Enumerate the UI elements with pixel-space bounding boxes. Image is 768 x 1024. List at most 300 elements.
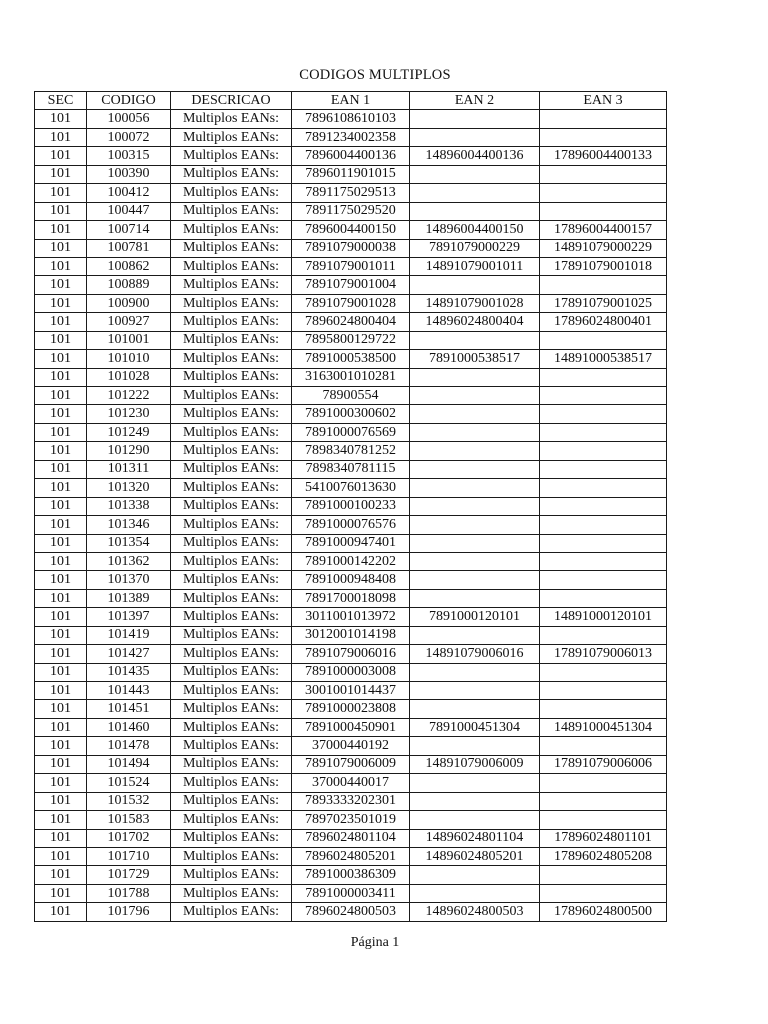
cell-codigo: 100072 — [87, 128, 171, 146]
cell-ean-2 — [410, 110, 540, 128]
cell-codigo: 101494 — [87, 755, 171, 773]
cell-ean-3 — [540, 460, 667, 478]
cell-ean-2 — [410, 165, 540, 183]
cell-codigo: 101710 — [87, 847, 171, 865]
cell-descricao: Multiplos EANs: — [171, 866, 292, 884]
cell-ean-1: 7891079006016 — [292, 645, 410, 663]
cell-ean-1: 7896024801104 — [292, 829, 410, 847]
cell-sec: 101 — [35, 221, 87, 239]
cell-ean-2 — [410, 737, 540, 755]
table-row — [35, 884, 667, 902]
cell-ean-2: 7891000538517 — [410, 350, 540, 368]
cell-codigo: 101478 — [87, 737, 171, 755]
cell-ean-1: 7896011901015 — [292, 165, 410, 183]
cell-ean-2: 7891000120101 — [410, 608, 540, 626]
cell-ean-3 — [540, 184, 667, 202]
cell-ean-2: 14896024800503 — [410, 903, 540, 921]
cell-ean-2 — [410, 866, 540, 884]
cell-sec: 101 — [35, 368, 87, 386]
cell-ean-2 — [410, 534, 540, 552]
cell-ean-3 — [540, 405, 667, 423]
table-row — [35, 387, 667, 405]
cell-ean-1: 7891175029513 — [292, 184, 410, 202]
cell-sec: 101 — [35, 350, 87, 368]
cell-ean-3: 14891000120101 — [540, 608, 667, 626]
cell-ean-2: 14891079001028 — [410, 294, 540, 312]
cell-ean-3: 17891079006013 — [540, 645, 667, 663]
cell-descricao: Multiplos EANs: — [171, 294, 292, 312]
cell-codigo: 100447 — [87, 202, 171, 220]
cell-descricao: Multiplos EANs: — [171, 645, 292, 663]
cell-ean-1: 7891000003411 — [292, 884, 410, 902]
cell-sec: 101 — [35, 479, 87, 497]
cell-sec: 101 — [35, 423, 87, 441]
table-row — [35, 294, 667, 312]
cell-descricao: Multiplos EANs: — [171, 663, 292, 681]
cell-ean-1: 7891079001028 — [292, 294, 410, 312]
cell-descricao: Multiplos EANs: — [171, 423, 292, 441]
cell-ean-1: 7891079001011 — [292, 257, 410, 275]
cell-ean-3 — [540, 792, 667, 810]
cell-ean-3: 17891079006006 — [540, 755, 667, 773]
cell-ean-3: 17896024800401 — [540, 313, 667, 331]
cell-descricao: Multiplos EANs: — [171, 239, 292, 257]
cell-sec: 101 — [35, 626, 87, 644]
cell-descricao: Multiplos EANs: — [171, 811, 292, 829]
cell-ean-1: 7891079006009 — [292, 755, 410, 773]
cell-sec: 101 — [35, 718, 87, 736]
cell-ean-3 — [540, 368, 667, 386]
cell-sec: 101 — [35, 165, 87, 183]
cell-sec: 101 — [35, 700, 87, 718]
cell-ean-3 — [540, 276, 667, 294]
column-header-codigo: CODIGO — [87, 92, 171, 110]
table-row — [35, 423, 667, 441]
table-row — [35, 792, 667, 810]
cell-ean-3: 17896024800500 — [540, 903, 667, 921]
cell-sec: 101 — [35, 866, 87, 884]
cell-ean-3 — [540, 663, 667, 681]
cell-codigo: 101702 — [87, 829, 171, 847]
cell-descricao: Multiplos EANs: — [171, 442, 292, 460]
cell-codigo: 101010 — [87, 350, 171, 368]
cell-ean-1: 7891000023808 — [292, 700, 410, 718]
cell-descricao: Multiplos EANs: — [171, 718, 292, 736]
table-row — [35, 626, 667, 644]
cell-descricao: Multiplos EANs: — [171, 571, 292, 589]
cell-descricao: Multiplos EANs: — [171, 903, 292, 921]
cell-codigo: 101397 — [87, 608, 171, 626]
cell-descricao: Multiplos EANs: — [171, 110, 292, 128]
table-row — [35, 608, 667, 626]
cell-ean-2 — [410, 792, 540, 810]
cell-descricao: Multiplos EANs: — [171, 847, 292, 865]
cell-sec: 101 — [35, 682, 87, 700]
table-row — [35, 663, 667, 681]
cell-ean-3 — [540, 331, 667, 349]
cell-ean-1: 7896024800404 — [292, 313, 410, 331]
table-row — [35, 534, 667, 552]
cell-ean-3 — [540, 866, 667, 884]
cell-ean-3: 14891079000229 — [540, 239, 667, 257]
table-row — [35, 682, 667, 700]
cell-ean-3 — [540, 811, 667, 829]
cell-sec: 101 — [35, 811, 87, 829]
cell-codigo: 101338 — [87, 497, 171, 515]
cell-sec: 101 — [35, 276, 87, 294]
cell-codigo: 100315 — [87, 147, 171, 165]
cell-ean-3 — [540, 700, 667, 718]
cell-ean-2 — [410, 460, 540, 478]
table-row — [35, 811, 667, 829]
cell-ean-1: 37000440017 — [292, 774, 410, 792]
cell-codigo: 101427 — [87, 645, 171, 663]
cell-ean-1: 7891000076569 — [292, 423, 410, 441]
cell-ean-3 — [540, 442, 667, 460]
cell-sec: 101 — [35, 571, 87, 589]
cell-sec: 101 — [35, 313, 87, 331]
cell-ean-1: 3011001013972 — [292, 608, 410, 626]
cell-ean-3: 17896004400133 — [540, 147, 667, 165]
cell-ean-2 — [410, 571, 540, 589]
cell-sec: 101 — [35, 755, 87, 773]
cell-ean-2 — [410, 387, 540, 405]
table-row — [35, 755, 667, 773]
table-row — [35, 866, 667, 884]
table-row — [35, 516, 667, 534]
cell-ean-3 — [540, 128, 667, 146]
cell-ean-1: 7891000142202 — [292, 552, 410, 570]
cell-codigo: 101222 — [87, 387, 171, 405]
column-header-ean-1: EAN 1 — [292, 92, 410, 110]
column-header-descricao: DESCRICAO — [171, 92, 292, 110]
cell-descricao: Multiplos EANs: — [171, 276, 292, 294]
cell-codigo: 101460 — [87, 718, 171, 736]
cell-codigo: 101532 — [87, 792, 171, 810]
cell-ean-1: 7896024800503 — [292, 903, 410, 921]
cell-ean-1: 7895800129722 — [292, 331, 410, 349]
table-row — [35, 147, 667, 165]
table-row — [35, 110, 667, 128]
cell-ean-3 — [540, 884, 667, 902]
table-row — [35, 479, 667, 497]
cell-ean-1: 7891000100233 — [292, 497, 410, 515]
cell-codigo: 101788 — [87, 884, 171, 902]
cell-ean-2 — [410, 811, 540, 829]
cell-ean-2 — [410, 442, 540, 460]
cell-codigo: 100927 — [87, 313, 171, 331]
cell-ean-3 — [540, 589, 667, 607]
table-row — [35, 313, 667, 331]
cell-sec: 101 — [35, 829, 87, 847]
cell-descricao: Multiplos EANs: — [171, 737, 292, 755]
cell-descricao: Multiplos EANs: — [171, 884, 292, 902]
column-header-ean-3: EAN 3 — [540, 92, 667, 110]
table-row — [35, 128, 667, 146]
cell-codigo: 101583 — [87, 811, 171, 829]
cell-ean-3: 14891000451304 — [540, 718, 667, 736]
cell-descricao: Multiplos EANs: — [171, 626, 292, 644]
cell-ean-1: 7891000300602 — [292, 405, 410, 423]
cell-descricao: Multiplos EANs: — [171, 221, 292, 239]
cell-ean-3 — [540, 774, 667, 792]
cell-descricao: Multiplos EANs: — [171, 589, 292, 607]
cell-codigo: 101362 — [87, 552, 171, 570]
cell-ean-2: 14891079001011 — [410, 257, 540, 275]
cell-codigo: 101320 — [87, 479, 171, 497]
cell-ean-3 — [540, 202, 667, 220]
cell-ean-2 — [410, 423, 540, 441]
cell-ean-1: 7897023501019 — [292, 811, 410, 829]
cell-sec: 101 — [35, 663, 87, 681]
cell-ean-1: 7891000947401 — [292, 534, 410, 552]
cell-sec: 101 — [35, 110, 87, 128]
cell-ean-3: 17891079001018 — [540, 257, 667, 275]
cell-sec: 101 — [35, 774, 87, 792]
cell-ean-1: 7891000538500 — [292, 350, 410, 368]
cell-descricao: Multiplos EANs: — [171, 128, 292, 146]
cell-descricao: Multiplos EANs: — [171, 350, 292, 368]
column-header-ean-2: EAN 2 — [410, 92, 540, 110]
cell-descricao: Multiplos EANs: — [171, 552, 292, 570]
cell-sec: 101 — [35, 608, 87, 626]
table-row — [35, 368, 667, 386]
cell-codigo: 101443 — [87, 682, 171, 700]
table-row — [35, 737, 667, 755]
cell-ean-2: 7891079000229 — [410, 239, 540, 257]
cell-descricao: Multiplos EANs: — [171, 774, 292, 792]
cell-sec: 101 — [35, 552, 87, 570]
table-row — [35, 202, 667, 220]
cell-codigo: 100889 — [87, 276, 171, 294]
page-title: CODIGOS MULTIPLOS — [299, 67, 451, 83]
cell-sec: 101 — [35, 257, 87, 275]
cell-sec: 101 — [35, 128, 87, 146]
table-header-row — [35, 92, 667, 110]
cell-codigo: 101311 — [87, 460, 171, 478]
cell-descricao: Multiplos EANs: — [171, 700, 292, 718]
table-row — [35, 460, 667, 478]
cell-ean-3 — [540, 387, 667, 405]
cell-ean-2: 7891000451304 — [410, 718, 540, 736]
cell-ean-3 — [540, 110, 667, 128]
cell-sec: 101 — [35, 589, 87, 607]
cell-codigo: 100412 — [87, 184, 171, 202]
cell-sec: 101 — [35, 202, 87, 220]
cell-ean-3 — [540, 626, 667, 644]
table-row — [35, 405, 667, 423]
cell-ean-2 — [410, 516, 540, 534]
cell-descricao: Multiplos EANs: — [171, 792, 292, 810]
cell-ean-1: 7896004400150 — [292, 221, 410, 239]
table-row — [35, 184, 667, 202]
cell-ean-1: 7891175029520 — [292, 202, 410, 220]
cell-sec: 101 — [35, 792, 87, 810]
cell-ean-2: 14896024805201 — [410, 847, 540, 865]
cell-ean-2: 14896024800404 — [410, 313, 540, 331]
cell-descricao: Multiplos EANs: — [171, 313, 292, 331]
table-row — [35, 442, 667, 460]
cell-ean-2 — [410, 774, 540, 792]
table-row — [35, 257, 667, 275]
cell-codigo: 101001 — [87, 331, 171, 349]
cell-ean-1: 3001001014437 — [292, 682, 410, 700]
cell-sec: 101 — [35, 387, 87, 405]
cell-codigo: 100056 — [87, 110, 171, 128]
cell-ean-2 — [410, 331, 540, 349]
cell-sec: 101 — [35, 147, 87, 165]
cell-sec: 101 — [35, 645, 87, 663]
cell-ean-2 — [410, 276, 540, 294]
cell-descricao: Multiplos EANs: — [171, 608, 292, 626]
cell-descricao: Multiplos EANs: — [171, 331, 292, 349]
cell-ean-2: 14896024801104 — [410, 829, 540, 847]
cell-ean-3 — [540, 737, 667, 755]
cell-ean-3: 14891000538517 — [540, 350, 667, 368]
cell-sec: 101 — [35, 534, 87, 552]
cell-codigo: 101290 — [87, 442, 171, 460]
cell-sec: 101 — [35, 884, 87, 902]
cell-ean-3 — [540, 516, 667, 534]
cell-ean-1: 78900554 — [292, 387, 410, 405]
cell-ean-2: 14891079006016 — [410, 645, 540, 663]
cell-descricao: Multiplos EANs: — [171, 184, 292, 202]
cell-sec: 101 — [35, 903, 87, 921]
cell-ean-2 — [410, 682, 540, 700]
cell-descricao: Multiplos EANs: — [171, 755, 292, 773]
cell-codigo: 101451 — [87, 700, 171, 718]
cell-descricao: Multiplos EANs: — [171, 387, 292, 405]
cell-ean-2 — [410, 479, 540, 497]
cell-sec: 101 — [35, 516, 87, 534]
cell-ean-1: 7891000386309 — [292, 866, 410, 884]
cell-ean-2: 14896004400150 — [410, 221, 540, 239]
cell-ean-3 — [540, 534, 667, 552]
cell-descricao: Multiplos EANs: — [171, 147, 292, 165]
cell-descricao: Multiplos EANs: — [171, 165, 292, 183]
cell-ean-1: 3163001010281 — [292, 368, 410, 386]
cell-sec: 101 — [35, 239, 87, 257]
cell-ean-1: 7891000450901 — [292, 718, 410, 736]
cell-codigo: 100714 — [87, 221, 171, 239]
cell-descricao: Multiplos EANs: — [171, 829, 292, 847]
table-row — [35, 571, 667, 589]
cell-ean-3 — [540, 165, 667, 183]
cell-ean-2 — [410, 884, 540, 902]
cell-ean-1: 7891079000038 — [292, 239, 410, 257]
table-row — [35, 276, 667, 294]
cell-descricao: Multiplos EANs: — [171, 682, 292, 700]
cell-ean-1: 37000440192 — [292, 737, 410, 755]
cell-ean-3: 17891079001025 — [540, 294, 667, 312]
table-row — [35, 497, 667, 515]
cell-ean-3: 17896024805208 — [540, 847, 667, 865]
table-row — [35, 239, 667, 257]
cell-ean-2: 14896004400136 — [410, 147, 540, 165]
cell-ean-2 — [410, 663, 540, 681]
cell-ean-2 — [410, 589, 540, 607]
cell-ean-2 — [410, 368, 540, 386]
cell-sec: 101 — [35, 184, 87, 202]
cell-descricao: Multiplos EANs: — [171, 534, 292, 552]
cell-sec: 101 — [35, 737, 87, 755]
table-row — [35, 165, 667, 183]
cell-ean-2 — [410, 700, 540, 718]
cell-ean-2 — [410, 128, 540, 146]
table-row — [35, 774, 667, 792]
cell-codigo: 101729 — [87, 866, 171, 884]
cell-ean-2 — [410, 552, 540, 570]
cell-sec: 101 — [35, 331, 87, 349]
cell-descricao: Multiplos EANs: — [171, 368, 292, 386]
cell-ean-1: 7898340781252 — [292, 442, 410, 460]
cell-ean-1: 7891234002358 — [292, 128, 410, 146]
cell-codigo: 101435 — [87, 663, 171, 681]
cell-codigo: 101028 — [87, 368, 171, 386]
cell-codigo: 101354 — [87, 534, 171, 552]
cell-ean-1: 7898340781115 — [292, 460, 410, 478]
cell-codigo: 100390 — [87, 165, 171, 183]
cell-descricao: Multiplos EANs: — [171, 405, 292, 423]
cell-descricao: Multiplos EANs: — [171, 516, 292, 534]
table-row — [35, 645, 667, 663]
cell-ean-3 — [540, 479, 667, 497]
cell-ean-2 — [410, 626, 540, 644]
codes-table — [34, 91, 667, 922]
cell-ean-1: 7891700018098 — [292, 589, 410, 607]
table-row — [35, 847, 667, 865]
cell-sec: 101 — [35, 497, 87, 515]
cell-ean-3 — [540, 497, 667, 515]
cell-ean-1: 7896024805201 — [292, 847, 410, 865]
column-header-sec: SEC — [35, 92, 87, 110]
cell-codigo: 101796 — [87, 903, 171, 921]
cell-ean-1: 5410076013630 — [292, 479, 410, 497]
cell-ean-3: 17896004400157 — [540, 221, 667, 239]
cell-ean-3 — [540, 423, 667, 441]
cell-codigo: 100862 — [87, 257, 171, 275]
table-row — [35, 829, 667, 847]
cell-descricao: Multiplos EANs: — [171, 497, 292, 515]
cell-ean-1: 7891079001004 — [292, 276, 410, 294]
cell-ean-1: 7891000003008 — [292, 663, 410, 681]
table-row — [35, 331, 667, 349]
cell-ean-2 — [410, 202, 540, 220]
cell-sec: 101 — [35, 405, 87, 423]
cell-codigo: 101524 — [87, 774, 171, 792]
table-row — [35, 552, 667, 570]
cell-sec: 101 — [35, 294, 87, 312]
cell-ean-3 — [540, 571, 667, 589]
cell-codigo: 101346 — [87, 516, 171, 534]
cell-codigo: 101419 — [87, 626, 171, 644]
cell-ean-1: 3012001014198 — [292, 626, 410, 644]
cell-sec: 101 — [35, 460, 87, 478]
cell-sec: 101 — [35, 847, 87, 865]
table-row — [35, 350, 667, 368]
cell-ean-2: 14891079006009 — [410, 755, 540, 773]
table-row — [35, 903, 667, 921]
cell-codigo: 100900 — [87, 294, 171, 312]
table-row — [35, 718, 667, 736]
cell-descricao: Multiplos EANs: — [171, 460, 292, 478]
cell-codigo: 100781 — [87, 239, 171, 257]
cell-descricao: Multiplos EANs: — [171, 257, 292, 275]
cell-descricao: Multiplos EANs: — [171, 202, 292, 220]
cell-codigo: 101249 — [87, 423, 171, 441]
cell-sec: 101 — [35, 442, 87, 460]
cell-ean-1: 7896108610103 — [292, 110, 410, 128]
